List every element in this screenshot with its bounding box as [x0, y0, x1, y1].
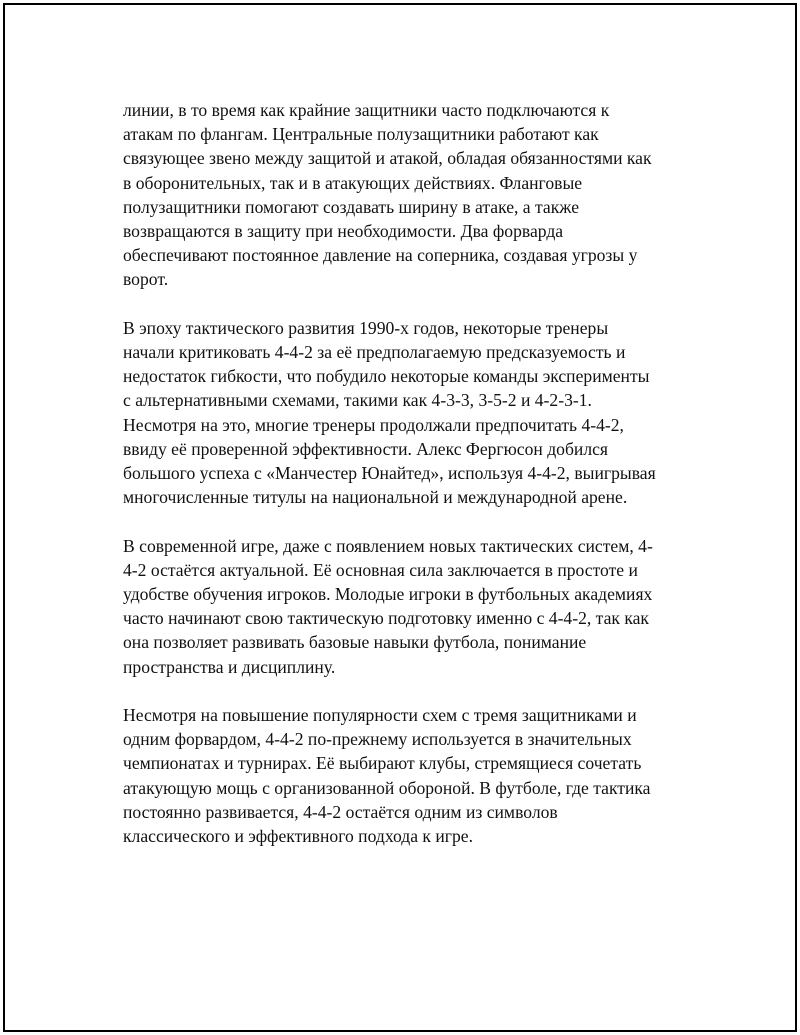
document-body	[123, 98, 688, 872]
text-line: с альтернативными схемами, такими как 4-3-3, 3-5-2 и 4-2-3-1.	[123, 390, 592, 411]
text-line: ввиду её проверенной эффективности. Алекс Фергюсон добился	[123, 438, 608, 459]
text-line: В эпоху тактического развития 1990-х годов, некоторые тренеры	[123, 317, 609, 338]
text-line: обеспечивают постоянное давление на соперника, создавая угрозы у	[123, 245, 638, 266]
text-line: связующее звено между защитой и атакой, обладая обязанностями как	[123, 148, 652, 169]
paragraph-4	[123, 703, 688, 848]
text-line: постоянно развивается, 4-4-2 остаётся одним из символов	[123, 801, 558, 822]
text-line: Несмотря на это, многие тренеры продолжали предпочитать 4-4-2,	[123, 414, 624, 435]
text-line: 4-2 остаётся актуальной. Её основная сила заключается в простоте и	[123, 559, 638, 580]
text-line: чемпионатах и турнирах. Её выбирают клубы, стремящиеся сочетать	[123, 753, 642, 774]
paragraph-3	[123, 534, 688, 679]
text-line: атакам по флангам. Центральные полузащитники работают как	[123, 124, 599, 145]
text-line: часто начинают свою тактическую подготовку именно с 4-4-2, так как	[123, 608, 649, 629]
text-line: пространства и дисциплину.	[123, 656, 336, 677]
text-line: недостаток гибкости, что побудило некоторые команды эксперименты	[123, 366, 650, 387]
text-line: В современной игре, даже с появлением новых тактических систем, 4-	[123, 535, 653, 556]
text-line: полузащитники помогают создавать ширину в атаке, а также	[123, 196, 580, 217]
text-line: в оборонительных, так и в атакующих действиях. Фланговые	[123, 172, 583, 193]
text-line: Несмотря на повышение популярности схем с тремя защитниками и	[123, 705, 637, 726]
text-line: начали критиковать 4-4-2 за её предполагаемую предсказуемость и	[123, 342, 626, 363]
text-line: линии, в то время как крайние защитники часто подключаются к	[123, 100, 610, 120]
text-line: одним форвардом, 4-4-2 по-прежнему используется в значительных	[123, 729, 632, 750]
paragraph-1	[123, 98, 688, 292]
text-line: классического и эффективного подхода к игре.	[123, 826, 473, 847]
page-frame	[3, 3, 797, 1032]
paragraph-2	[123, 316, 688, 510]
text-line: ворот.	[123, 269, 169, 290]
text-line: большого успеха с «Манчестер Юнайтед», используя 4-4-2, выигрывая	[123, 463, 656, 484]
text-line: возвращаются в защиту при необходимости. Два форварда	[123, 221, 564, 242]
text-line: удобстве обучения игроков. Молодые игроки в футбольных академиях	[123, 584, 653, 605]
text-line: атакующую мощь с организованной обороной. В футболе, где тактика	[123, 777, 651, 798]
text-line: многочисленные титулы на национальной и международной арене.	[123, 487, 628, 508]
text-line: она позволяет развивать базовые навыки футбола, понимание	[123, 632, 587, 653]
